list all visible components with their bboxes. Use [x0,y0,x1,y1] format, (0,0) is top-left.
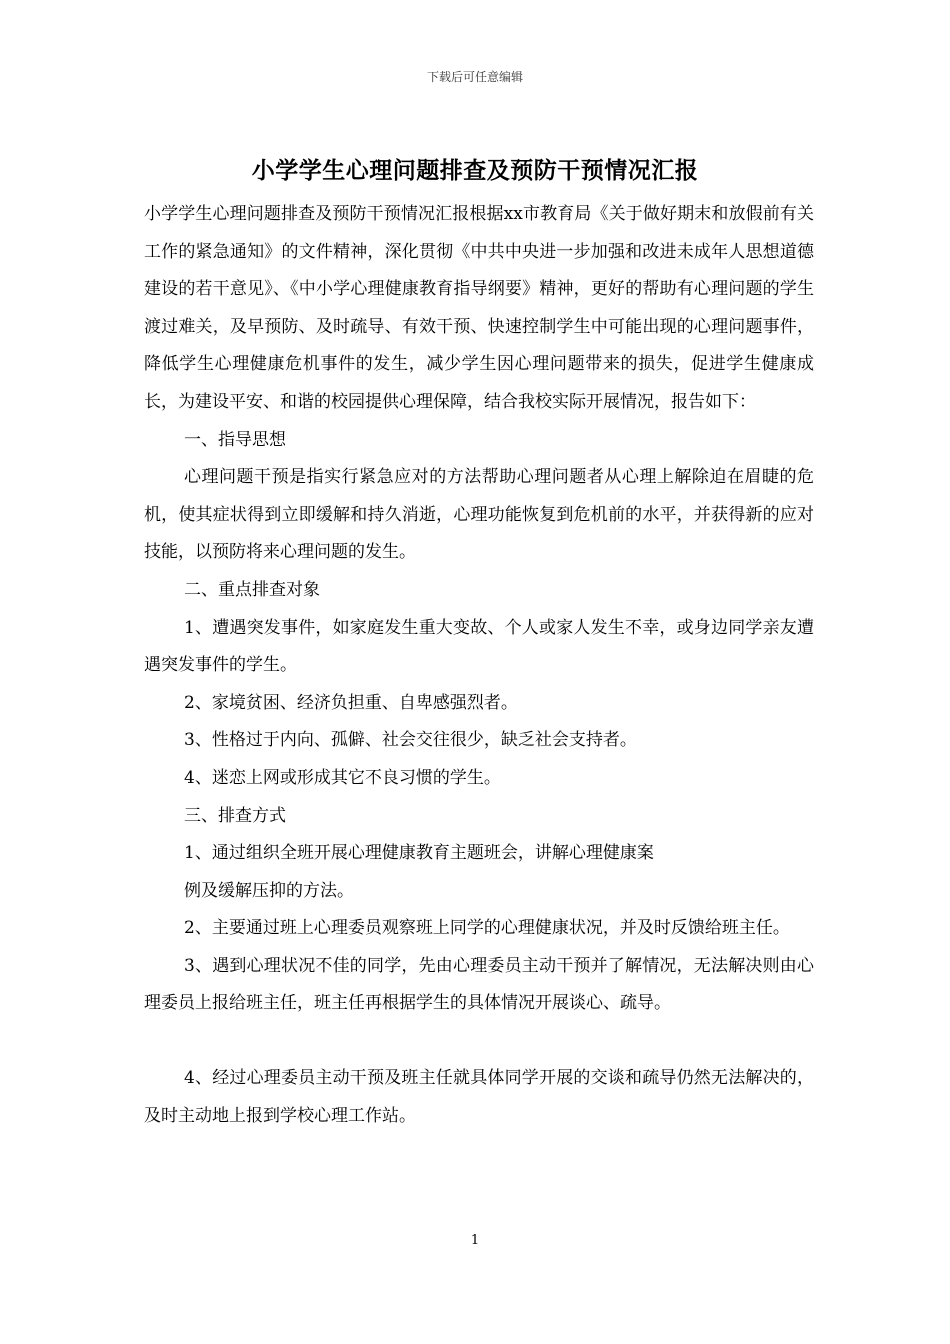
section3-heading: 三、排查方式 [184,805,286,826]
section3-item-line: 1、通过组织全班开展心理健康教育主题班会，讲解心理健康案 [184,843,654,864]
page-number: 1 [470,1233,480,1248]
section2-item: 1、遭遇突发事件，如家庭发生重大变故、个人或家人发生不幸，或身边同学亲友遭遇突发事件的学生。 [144,617,814,676]
document-body [144,196,814,1135]
intro-paragraph: 小学学生心理问题排查及预防干预情况汇报根据xx市教育局《关于做好期末和放假前有关工作的紧急通知》的文件精神，深化贯彻《中共中央进一步加强和改进未成年人思想道德建设的若干意见》、《中小学心理健康教育指导纲要》精神，更好的帮助有心理问题的学生渡过难关，及早预防、及时疏导、有效干预、快速控制学生中可能出现的心理问题事件，降低学生心理健康危机事件的发生，减少学生因心理问题带来的损失，促进学生健康成长，为建设平安、和谐的校园提供心理保障，结合我校实际开展情况，报告如下： [144,204,814,412]
section1-body: 心理问题干预是指实行紧急应对的方法帮助心理问题者从心理上解除迫在眉睫的危机，使其症状得到立即缓解和持久消逝，心理功能恢复到危机前的水平，并获得新的应对技能，以预防将来心理问题的发生。 [144,467,814,563]
section2-item: 4、迷恋上网或形成其它不良习惯的学生。 [184,767,501,788]
section2-item: 2、家境贫困、经济负担重、自卑感强烈者。 [184,692,518,713]
document-title: 小学学生心理问题排查及预防干预情况汇报 [251,157,699,184]
section3-item-line: 例及缓解压抑的方法。 [184,880,354,901]
section3-item: 4、经过心理委员主动干预及班主任就具体同学开展的交谈和疏导仍然无法解决的，及时主动地上报到学校心理工作站。 [144,1068,814,1126]
section3-item: 3、遇到心理状况不佳的同学，先由心理委员主动干预并了解情况，无法解决则由心理委员上报给班主任，班主任再根据学生的具体情况开展谈心、疏导。 [144,955,814,1014]
section3-item: 2、主要通过班上心理委员观察班上同学的心理健康状况，并及时反馈给班主任。 [184,918,790,939]
header-note: 下载后可任意编辑 [426,70,523,84]
section2-item: 3、性格过于内向、孤僻、社会交往很少，缺乏社会支持者。 [184,730,637,751]
section1-heading: 一、指导思想 [184,429,286,450]
section2-heading: 二、重点排查对象 [184,579,320,600]
